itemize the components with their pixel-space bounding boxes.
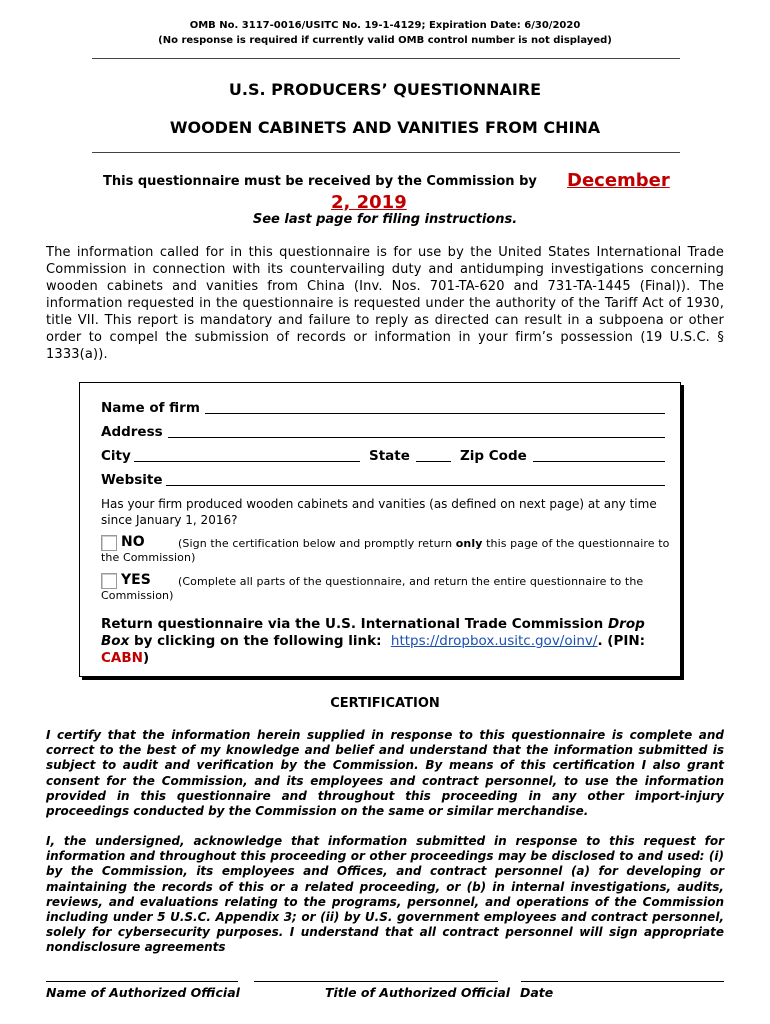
no-option-description: (Sign the certification below and promptly return only this page of the questionnaire to — [178, 537, 670, 550]
document-subtitle: WOODEN CABINETS AND VANITIES FROM CHINA — [169, 118, 601, 137]
header-divider — [92, 58, 680, 59]
address-field[interactable] — [168, 437, 665, 438]
yes-option-description-cont: Commission) — [101, 589, 174, 602]
pin-code: CABN — [101, 650, 143, 666]
website-label: Website — [101, 472, 163, 488]
address-label: Address — [101, 424, 163, 440]
date-label: Date — [520, 985, 554, 1000]
date-signature-line[interactable] — [521, 981, 724, 982]
return-instructions: Return questionnaire via the U.S. International Trade Commission Drop Box by clicking on the following link: https://dropbox.usitc.gov/oinv/. (PIN: CABN) — [101, 616, 646, 666]
certification-paragraph-1: I certify that the information herein supplied in response to this questionnaire is complete and correct to the best of my knowledge and belief and understand that the information submitted is subject to audit and verification by the Commission. By means of this certification I also grant consent for the Commission, and its employees and contract personnel, to use the information provided in this questionnaire and throughout this proceeding in any other import-injury proceedings conducted by the Commission on the same or similar merchandise. — [46, 728, 724, 819]
certification-paragraph-2: I, the undersigned, acknowledge that information submitted in response to this request for information and throughout this proceeding or other proceedings may be disclosed to and used: (i) by the Commission, its employees and Offices, and contract personnel (a) for developing or maintaining the records of this or a related proceeding, or (b) in internal investigations, audits, reviews, and evaluations relating to the programs, personnel, and operations of the Commission including under 5 U.S.C. Appendix 3; or (ii) by U.S. government employees and contract personnel, solely for cybersecurity purposes. I understand that all contract personnel will sign appropriate nondisclosure agreements — [46, 834, 724, 955]
city-label: City — [101, 448, 131, 464]
no-option-label: NO — [121, 534, 145, 550]
yes-option-description: (Complete all parts of the questionnaire, and return the entire questionnaire to the — [178, 575, 644, 588]
document-title: U.S. PRODUCERS’ QUESTIONNAIRE — [228, 80, 542, 99]
state-label: State — [369, 448, 410, 464]
due-date-label: This questionnaire must be received by the Commission by — [103, 174, 537, 189]
zip-code-field[interactable] — [533, 461, 665, 462]
omb-note: (No response is required if currently valid OMB control number is not displayed) — [158, 35, 612, 46]
yes-option-label: YES — [121, 572, 151, 588]
filing-instructions-note: See last page for filing instructions. — [252, 212, 518, 227]
no-option-description-cont: the Commission) — [101, 551, 196, 564]
yes-checkbox[interactable] — [101, 573, 117, 589]
name-signature-line[interactable] — [46, 981, 238, 982]
firm-name-label: Name of firm — [101, 400, 200, 416]
production-question: Has your firm produced wooden cabinets and vanities (as defined on next page) at any time since January 1, 2016? — [101, 497, 657, 527]
due-date-day-year: 2, 2019 — [331, 192, 407, 213]
due-date-month: December — [567, 170, 670, 191]
state-field[interactable] — [416, 461, 451, 462]
zip-code-label: Zip Code — [460, 448, 527, 464]
intro-paragraph: The information called for in this questionnaire is for use by the United States International Trade Commission in connection with its countervailing duty and antidumping investigations concerning wooden cabinets and vanities from China (Inv. Nos. 701-TA-620 and 731-TA-1445 (Final)). The information requested in the questionnaire is requested under the authority of the Tariff Act of 1930, title VII. This report is mandatory and failure to reply as directed can result in a subpoena or other order to compel the submission of records or information in your firm’s possession (19 U.S.C. § 1333(a)). — [46, 245, 724, 362]
title-of-official-label: Title of Authorized Official — [325, 985, 511, 1000]
dropbox-link[interactable]: https://dropbox.usitc.gov/oinv/ — [390, 633, 598, 649]
no-checkbox[interactable] — [101, 535, 117, 551]
omb-number: OMB No. 3117-0016/USITC No. 19-1-4129; Expiration Date: 6/30/2020 — [189, 20, 581, 31]
name-of-official-label: Name of Authorized Official — [46, 985, 240, 1000]
city-field[interactable] — [134, 461, 360, 462]
title-signature-line[interactable] — [254, 981, 498, 982]
certification-title: CERTIFICATION — [330, 696, 440, 711]
firm-name-field[interactable] — [205, 413, 665, 414]
title-divider — [92, 152, 680, 153]
website-field[interactable] — [166, 485, 665, 486]
